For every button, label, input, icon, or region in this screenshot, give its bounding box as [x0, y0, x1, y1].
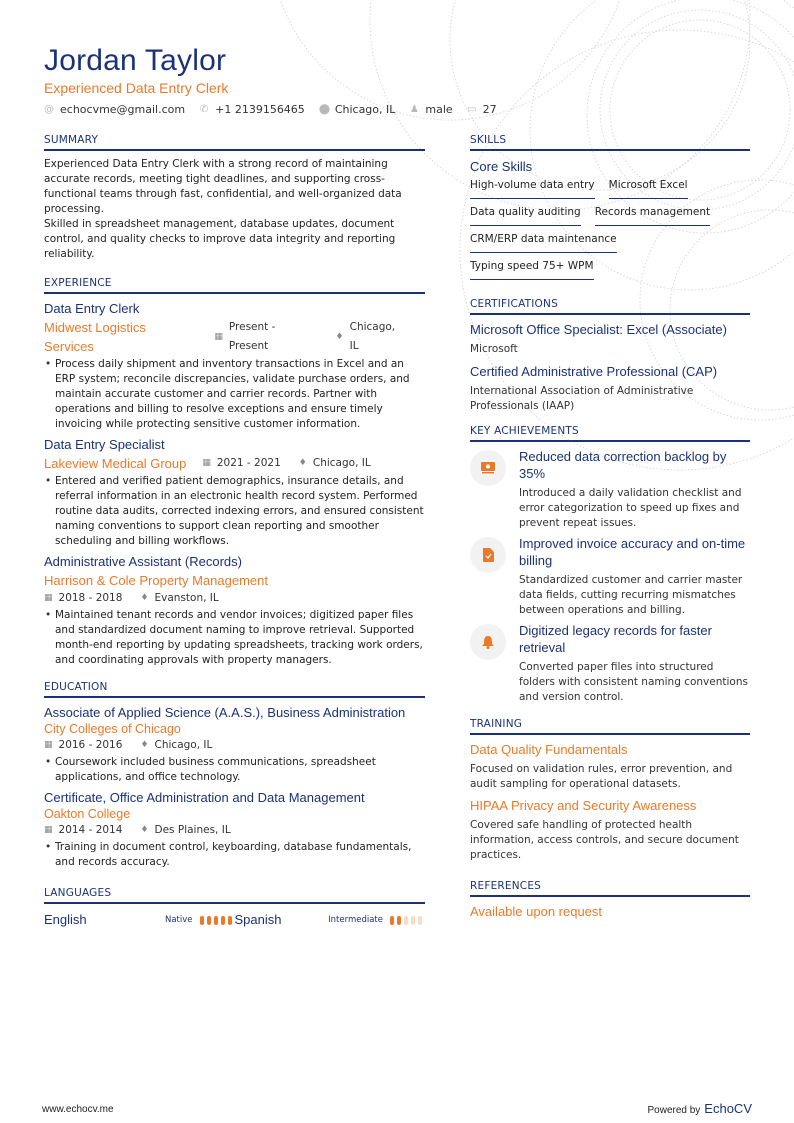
skill-tags: [470, 177, 750, 285]
calendar-icon: ▦: [44, 825, 53, 835]
proficiency-dots: [390, 916, 425, 925]
certification-issuer: International Association of Administrative Professionals (IAAP): [470, 385, 694, 412]
bell-icon: [470, 624, 506, 660]
calendar-icon: ▦: [214, 331, 223, 342]
at-icon: @: [44, 104, 54, 115]
training-section: [470, 717, 750, 863]
certifications-section: [470, 297, 750, 414]
achievement-item: [470, 622, 750, 705]
map-pin-icon: ♦: [140, 740, 149, 750]
skill-tag: Typing speed 75+ WPM: [470, 258, 594, 280]
section-title: TRAINING: [470, 717, 750, 735]
edu-location: ♦ Des Plaines, IL: [140, 822, 230, 839]
training-name: Data Quality Fundamentals: [470, 742, 628, 757]
language-name: Spanish: [234, 912, 282, 927]
degree: Associate of Applied Science (A.A.S.), Business Administration: [44, 705, 406, 720]
experience-item: [44, 553, 425, 668]
contact-row: [44, 103, 511, 116]
achievement-title: Improved invoice accuracy and on-time billing: [519, 536, 746, 568]
phone-text: +1 2139156465: [215, 103, 305, 116]
job-title: Data Entry Specialist: [44, 437, 165, 452]
language-level: Native: [164, 915, 193, 925]
job-bullet: • Process daily shipment and inventory transactions in Excel and an ERP system; reconcile discrepancies, validate purchase orders, and maintain accurate customer and carrier records. Partner with operations and billing to resolve exceptions and ensure timely invoicing while protecting sensitive customer information.: [44, 357, 425, 432]
calendar-icon: ▦: [44, 593, 53, 603]
training-desc: Covered safe handling of protected health information, access controls, and secure document practices.: [470, 819, 739, 861]
achievement-title: Digitized legacy records for faster retrieval: [519, 623, 712, 655]
achievement-item: [470, 535, 750, 618]
calendar-icon: ▦: [202, 458, 211, 468]
user-icon: ♟: [409, 104, 419, 115]
brand-name: EchoCV: [704, 1101, 752, 1116]
section-title: CERTIFICATIONS: [470, 297, 750, 315]
map-pin-icon: ♦: [140, 593, 149, 603]
candidate-title: Experienced Data Entry Clerk: [44, 80, 229, 96]
achievement-title: Reduced data correction backlog by 35%: [519, 449, 727, 481]
skill-group-title: Core Skills: [470, 159, 533, 174]
language-level: Intermediate: [328, 915, 383, 925]
job-title: Administrative Assistant (Records): [44, 554, 242, 569]
school-name: City Colleges of Chicago: [44, 722, 181, 736]
achievement-item: [470, 448, 750, 531]
achievements-section: [470, 424, 750, 705]
file-check-icon: [470, 537, 506, 573]
email-text: echocvme@gmail.com: [60, 103, 186, 116]
age-text: 27: [482, 103, 497, 116]
achievement-desc: Converted paper files into structured folders with consistent naming conventions and version control.: [519, 661, 748, 703]
training-item: [470, 741, 750, 792]
job-location: ♦ Chicago, IL: [335, 321, 396, 352]
education-section: [44, 680, 425, 870]
education-item: [44, 789, 425, 870]
edu-dates: ▦ 2016 - 2016: [44, 737, 122, 754]
languages-section: [44, 886, 425, 930]
job-dates: ▦ Present - Present: [214, 321, 276, 352]
certification-name: Certified Administrative Professional (CAP): [470, 364, 718, 379]
summary-paragraph: Skilled in spreadsheet management, database updates, document control, and quality checks to improve data integrity and reporting reliability.: [44, 218, 396, 260]
job-location: ♦ Evanston, IL: [140, 590, 218, 607]
training-desc: Focused on validation rules, error prevention, and audit sampling for operational datasets.: [470, 763, 733, 790]
edu-bullet: • Training in document control, keyboarding, database fundamentals, and records accuracy.: [44, 840, 425, 870]
section-title: LANGUAGES: [44, 886, 425, 904]
job-title: Data Entry Clerk: [44, 301, 140, 316]
references-section: [470, 879, 750, 921]
skills-section: [470, 133, 750, 285]
certification-item: [470, 363, 750, 414]
footer-powered-by[interactable]: [647, 1101, 752, 1116]
training-name: HIPAA Privacy and Security Awareness: [470, 798, 697, 813]
phone-icon: ✆: [199, 104, 209, 115]
edu-location: ♦ Chicago, IL: [140, 737, 212, 754]
education-item: [44, 704, 425, 785]
map-pin-icon: ♦: [140, 825, 149, 835]
gender-text: male: [425, 103, 453, 116]
certification-issuer: Microsoft: [470, 343, 518, 355]
left-column: [44, 133, 425, 944]
company-name: Lakeview Medical Group: [44, 456, 187, 471]
training-item: [470, 797, 750, 863]
job-bullet: • Maintained tenant records and vendor invoices; digitized paper files and standardized document naming to improve retrieval. Supported month-end reporting by updating spreadsheets, tracking work orders, and coordinating approvals with property managers.: [44, 608, 425, 668]
summary-paragraph: Experienced Data Entry Clerk with a strong record of maintaining accurate records, meeting tight deadlines, and supporting cross-functional teams through fast, confidential, and well-organized data processing.: [44, 158, 402, 215]
section-title: REFERENCES: [470, 879, 750, 897]
contact-email[interactable]: [44, 103, 185, 116]
contact-age: [467, 103, 497, 116]
school-name: Oakton College: [44, 807, 131, 821]
map-pin-icon: ♦: [335, 331, 344, 342]
references-text: Available upon request: [470, 904, 603, 919]
skill-tag: Microsoft Excel: [609, 177, 688, 199]
company-name: Midwest Logistics Services: [44, 320, 146, 354]
company-name: Harrison & Cole Property Management: [44, 573, 268, 588]
section-title: EDUCATION: [44, 680, 425, 698]
contact-gender: [409, 103, 452, 116]
experience-section: [44, 276, 425, 668]
summary-section: [44, 133, 425, 262]
money-bill-icon: [470, 450, 506, 486]
language-item: [44, 910, 235, 930]
section-title: SKILLS: [470, 133, 750, 151]
job-bullet: • Entered and verified patient demographics, insurance details, and referral information in an electronic health record system. Performed routine data audits, corrected indexing errors, and ensured consistent naming conventions to support clean reporting and smoother scheduling and billing workflows.: [44, 474, 425, 549]
language-name: English: [44, 912, 87, 927]
language-item: [235, 910, 426, 930]
map-pin-icon: ⬤: [318, 104, 331, 115]
experience-item: [44, 300, 425, 432]
section-title: SUMMARY: [44, 133, 425, 151]
contact-phone[interactable]: [199, 103, 305, 116]
edu-bullet: • Coursework included business communications, spreadsheet applications, and office technology.: [44, 755, 425, 785]
calendar-icon: ▭: [466, 104, 477, 115]
section-title: KEY ACHIEVEMENTS: [470, 424, 750, 442]
edu-dates: ▦ 2014 - 2014: [44, 822, 122, 839]
skill-tag: Data quality auditing: [470, 204, 581, 226]
candidate-name: Jordan Taylor: [44, 44, 227, 77]
proficiency-dots: [200, 916, 235, 925]
location-text: Chicago, IL: [334, 103, 396, 116]
achievement-desc: Standardized customer and carrier master data fields, cutting recurring mismatches between operations and billing.: [519, 574, 743, 616]
job-dates: ▦ 2018 - 2018: [44, 590, 122, 607]
certification-name: Microsoft Office Specialist: Excel (Associate): [470, 322, 727, 337]
resume-header: [44, 44, 511, 116]
job-location: ♦ Chicago, IL: [299, 454, 371, 473]
calendar-icon: ▦: [44, 740, 53, 750]
achievement-desc: Introduced a daily validation checklist and error categorization to speed up fixes and prevent repeat issues.: [519, 487, 742, 529]
section-title: EXPERIENCE: [44, 276, 425, 294]
contact-location: [319, 103, 396, 116]
powered-by-label: Powered by: [647, 1105, 701, 1116]
certification-item: [470, 321, 750, 357]
skill-tag: CRM/ERP data maintenance: [470, 231, 617, 253]
job-dates: ▦ 2021 - 2021: [202, 454, 280, 473]
degree: Certificate, Office Administration and Data Management: [44, 790, 365, 805]
skill-tag: High-volume data entry: [470, 177, 595, 199]
footer-website-link[interactable]: www.echocv.me: [42, 1104, 114, 1115]
skill-tag: Records management: [595, 204, 710, 226]
map-pin-icon: ♦: [298, 458, 307, 468]
experience-item: [44, 436, 425, 549]
right-column: [470, 133, 750, 935]
